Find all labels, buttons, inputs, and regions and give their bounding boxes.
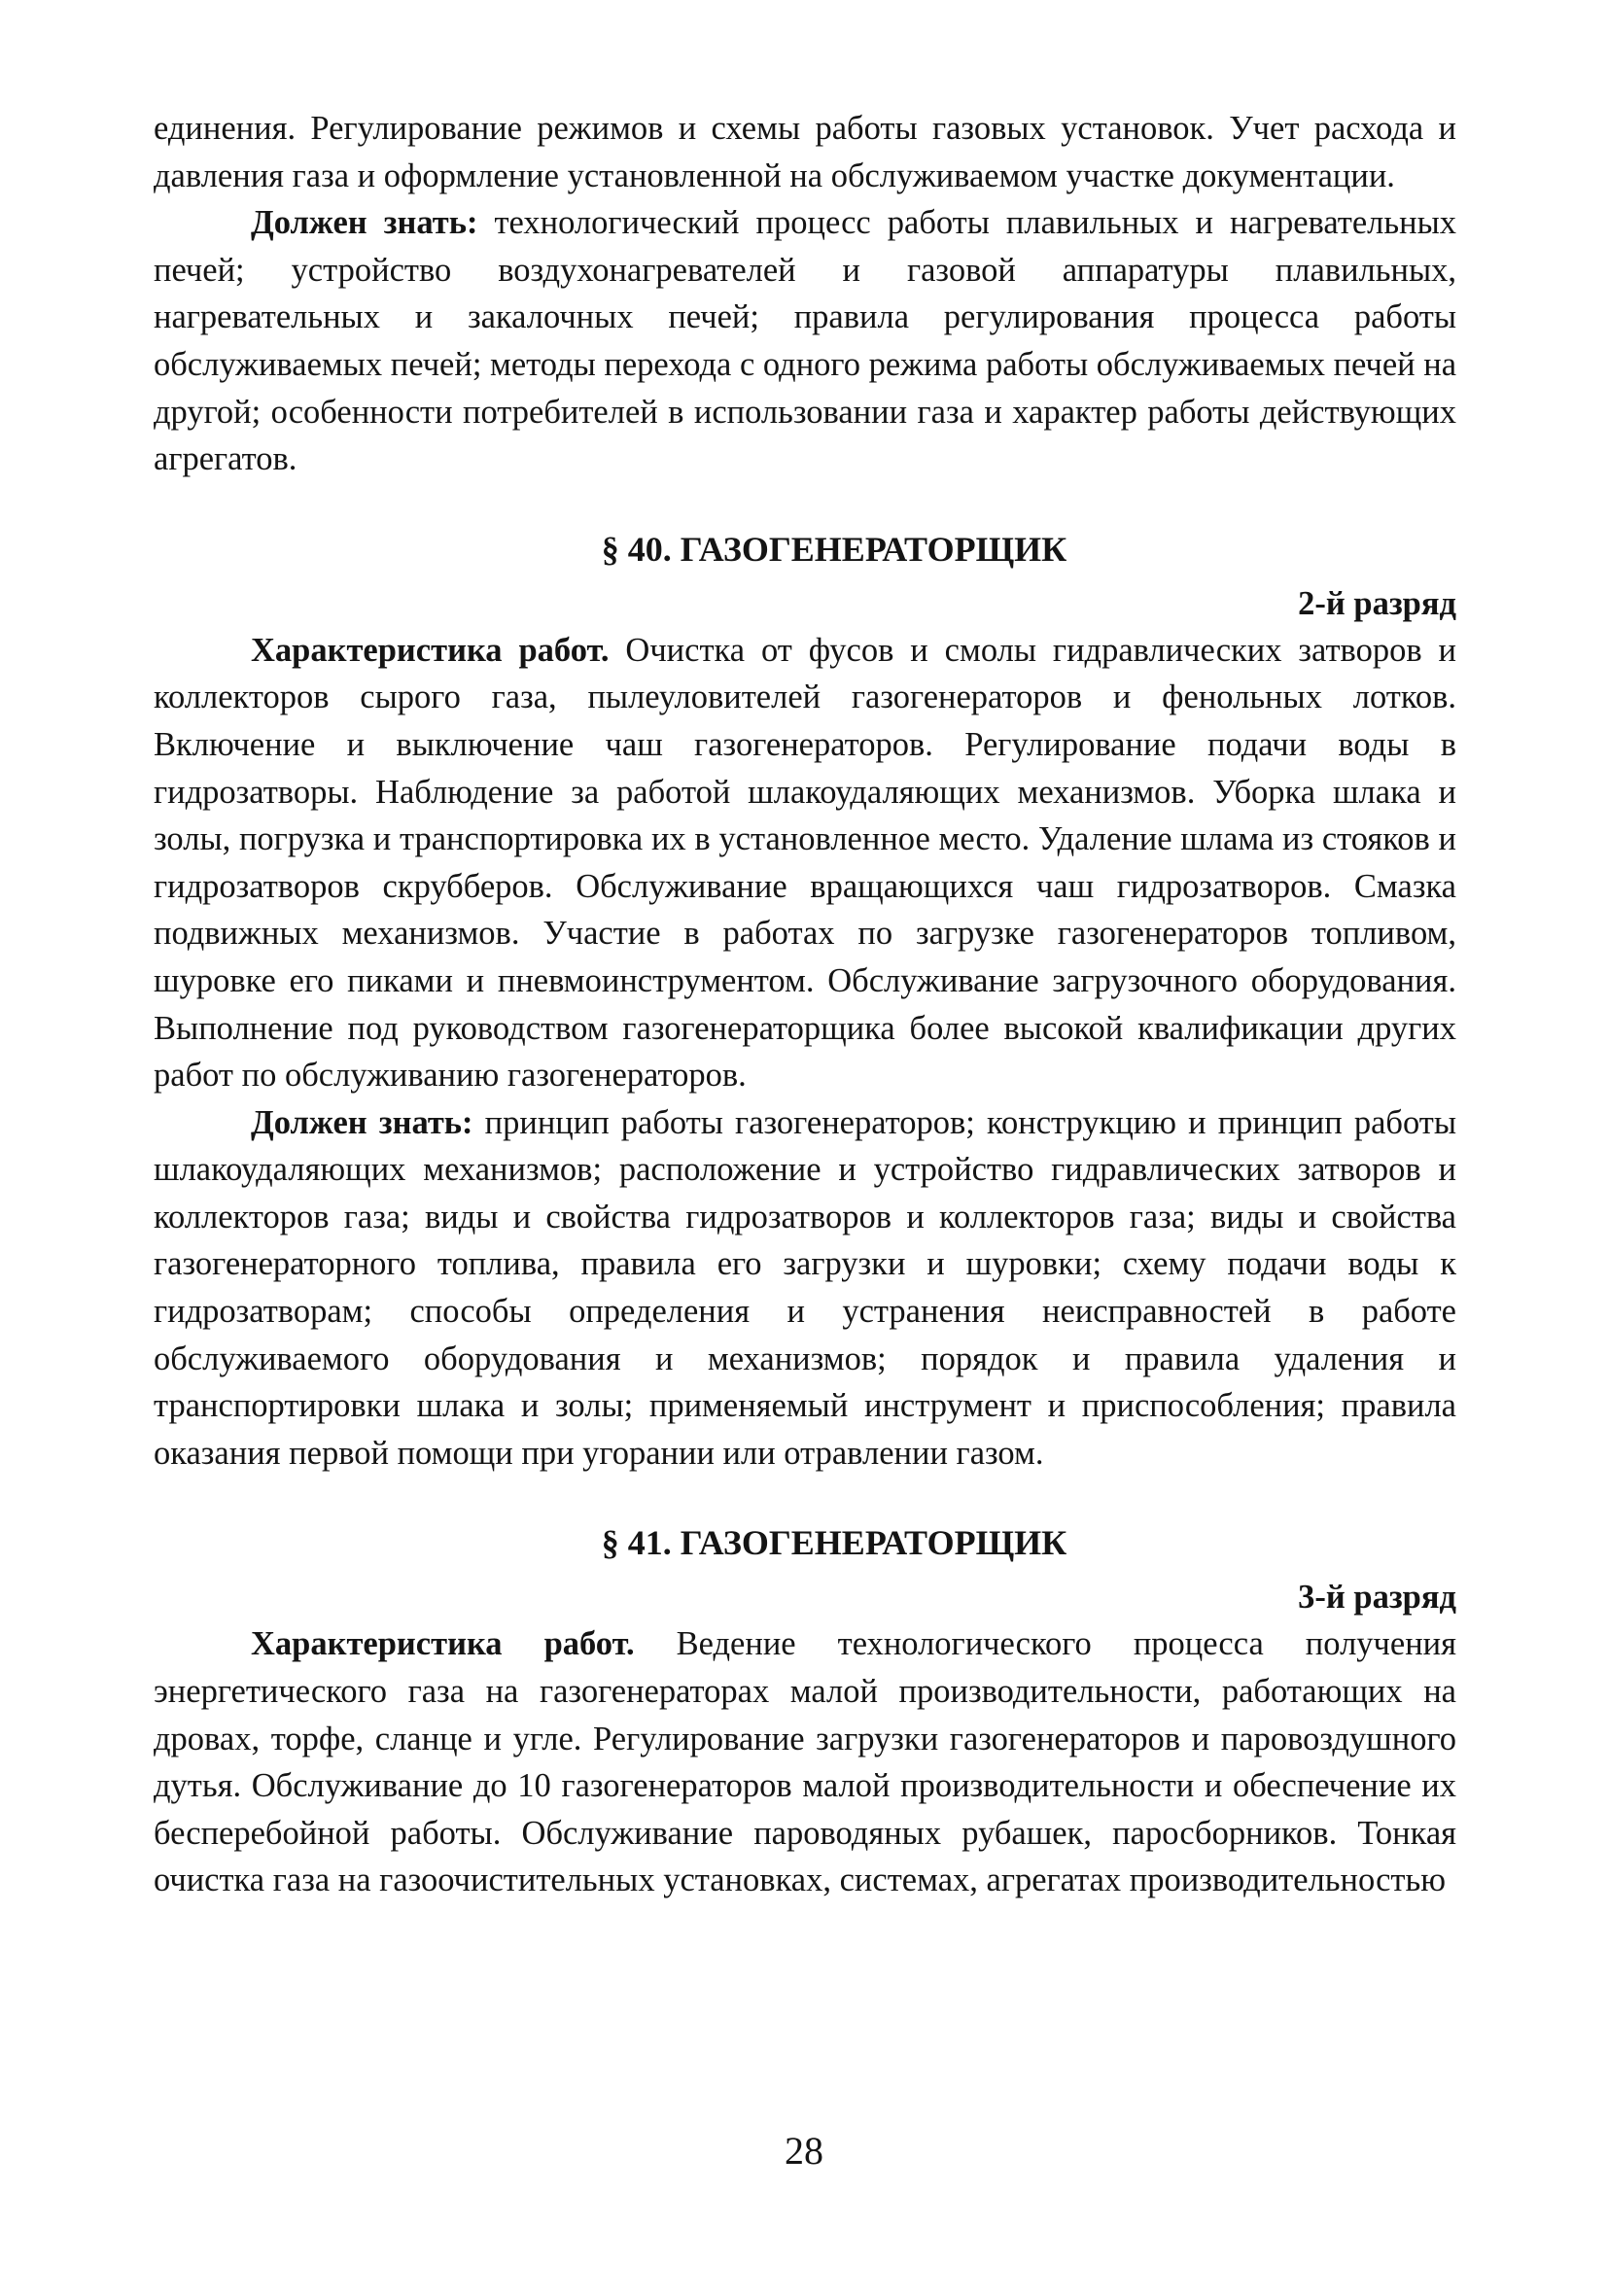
intro-paragraph [154, 105, 1456, 199]
intro-knowledge-text: технологический процесс работы плавильных и нагревательных печей; устройство воздухонагревателей и газовой аппаратуры плавильных, нагревательных и закалочных печей; правила регулирования процесса работы обслуживаемых печей; методы перехода с одного режима работы обслуживаемых печей на другой; особенности потребителей в использовании газа и характер работы действующих агрегатов. [154, 204, 1457, 478]
section-40-title: § 40. ГАЗОГЕНЕРАТОРЩИК [601, 529, 1067, 569]
page-body [154, 105, 1456, 1904]
intro-knowledge-paragraph [154, 199, 1456, 483]
intro-knowledge-label: Должен знать: [251, 204, 478, 242]
section-40-knowledge-paragraph [154, 1099, 1456, 1478]
section-40 [154, 526, 1456, 1478]
section-40-work-paragraph [154, 627, 1456, 1099]
section-40-knowledge-label: Должен знать: [251, 1103, 473, 1141]
page-number: 28 [785, 2129, 823, 2173]
section-41-work-label: Характеристика работ. [251, 1625, 635, 1663]
section-40-knowledge-text: принцип работы газогенераторов; конструкцию и принцип работы шлакоудаляющих механизмов; расположение и устройство гидравлических затворов и коллекторов газа; виды и свойства гидрозатворов и коллекторов газа; виды и свойства газогенераторного топлива, правила его загрузки и шуровки; схему подачи воды к гидрозатворам; способы определения и устранения неисправностей в работе обслуживаемого оборудования и механизмов; порядок и правила удаления и транспортировки шлака и золы; применяемый инструмент и приспособления; правила оказания первой помощи при угорании или отравлении газом. [154, 1103, 1457, 1472]
section-40-work-text: Очистка от фусов и смолы гидравлических затворов и коллекторов сырого газа, пылеуловителей газогенераторов и фенольных лотков. Включение и выключение чаш газогенераторов. Регулирование подачи воды в гидрозатворы. Наблюдение за работой шлакоудаляющих механизмов. Уборка шлака и золы, погрузка и транспортировка их в установленное место. Удаление шлама из стояков и гидрозатворов скрубберов. Обслуживание вращающихся чаш гидрозатворов. Смазка подвижных механизмов. Участие в работах по загрузке газогенераторов топливом, шуровке его пиками и пневмоинструментом. Обслуживание загрузочного оборудования. Выполнение под руководством газогенераторщика более высокой квалификации других работ по обслуживанию газогенераторов. [154, 631, 1456, 1095]
section-41 [154, 1519, 1456, 1904]
section-40-work-label: Характеристика работ. [251, 631, 610, 669]
section-41-work-text: Ведение технологического процесса получения энергетического газа на газогенераторах малой производительности, работающих на дровах, торфе, сланце и угле. Регулирование загрузки газогенераторов и паровоздушного дутья. Обслуживание до 10 газогенераторов малой производительности и обеспечение их бесперебойной работы. Обслуживание пароводяных рубашек, паросборников. Тонкая очистка газа на газоочистительных установках, системах, агрегатах производительностью [154, 1625, 1456, 1899]
section-41-work-paragraph [154, 1620, 1456, 1904]
section-41-grade: 3-й разряд [1298, 1579, 1456, 1617]
section-40-grade: 2-й разряд [1298, 584, 1456, 622]
intro-text: единения. Регулирование режимов и схемы работы газовых установок. Учет расхода и давления газа и оформление установленной на обслуживаемом участке документации. [154, 110, 1456, 194]
section-41-title: § 41. ГАЗОГЕНЕРАТОРЩИК [601, 1523, 1067, 1563]
